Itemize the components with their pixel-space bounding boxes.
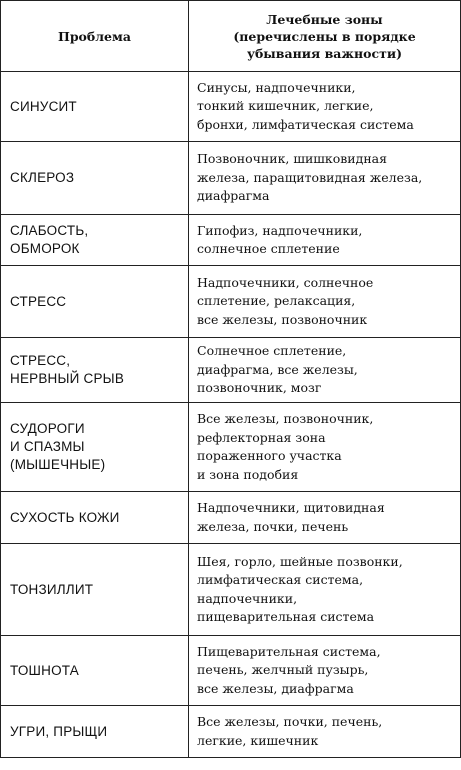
- problem-cell: [1, 215, 189, 266]
- zones-text: бронхи, лимфатическая система: [197, 116, 414, 132]
- zones-text: печень, желчный пузырь,: [197, 662, 369, 678]
- zones-cell: [189, 492, 461, 544]
- problem-text: И СПАЗМЫ: [10, 439, 85, 454]
- table-row: [1, 403, 461, 492]
- zones-cell: [189, 338, 461, 403]
- table-row: [1, 215, 461, 266]
- zones-text: легкие, кишечник: [197, 732, 319, 748]
- zones-text: железа, паращитовидная железа,: [197, 169, 423, 185]
- zones-text: Пищеварительная система,: [197, 643, 381, 659]
- zones-cell: [189, 215, 461, 266]
- table-row: [1, 72, 461, 142]
- problem-text: СУДОРОГИ: [10, 421, 85, 436]
- problem-text: СИНУСИТ: [10, 98, 77, 114]
- zones-text: Надпочечники, солнечное: [197, 274, 374, 290]
- header-problem: [1, 1, 189, 72]
- table-row: [1, 338, 461, 403]
- zones-text: позвоночник, мозг: [197, 380, 322, 396]
- zones-text: пораженного участка: [197, 448, 342, 463]
- header-zones-line: Лечебные зоны: [266, 11, 383, 27]
- problem-cell: [1, 338, 189, 403]
- zones-text: диафрагма: [197, 188, 270, 204]
- zones-cell: [189, 636, 461, 706]
- zones-text: Синусы, надпочечники,: [197, 79, 356, 95]
- zones-text: солнечное сплетение: [197, 241, 340, 256]
- problem-text: НЕРВНЫЙ СРЫВ: [10, 371, 125, 386]
- table-row: [1, 266, 461, 338]
- problem-cell: [1, 142, 189, 215]
- table-row: [1, 492, 461, 544]
- problem-cell: [1, 72, 189, 142]
- problem-text: УГРИ, ПРЫЩИ: [10, 723, 108, 739]
- problem-text: СЛАБОСТЬ,: [10, 223, 89, 238]
- header-zones-line: убывания важности): [246, 45, 403, 61]
- problem-cell: [1, 492, 189, 544]
- problem-text: СУХОСТЬ КОЖИ: [10, 509, 120, 525]
- zones-text: сплетение, релаксация,: [197, 293, 356, 309]
- table-row: [1, 544, 461, 636]
- problem-cell: [1, 636, 189, 706]
- zones-cell: [189, 706, 461, 758]
- zones-text: Гипофиз, надпочечники,: [197, 222, 363, 238]
- zones-text: все железы, диафрагма: [197, 680, 354, 696]
- problem-text: ТОШНОТА: [10, 662, 79, 678]
- zones-text: и зона подобия: [197, 466, 299, 482]
- header-zones-line: (перечислены в порядке: [233, 28, 416, 44]
- zones-cell: [189, 266, 461, 338]
- problem-text: СКЛЕРОЗ: [10, 170, 75, 185]
- zones-text: пищеварительная система: [197, 609, 375, 624]
- zones-text: Надпочечники, щитовидная: [197, 500, 385, 515]
- problem-cell: [1, 544, 189, 636]
- problem-text: СТРЕСС: [10, 293, 67, 309]
- zones-text: Все железы, почки, печень,: [197, 714, 383, 729]
- problem-cell: [1, 706, 189, 758]
- problem-text: ОБМОРОК: [10, 241, 80, 256]
- zones-text: лимфатическая система,: [197, 572, 364, 587]
- header-row: [1, 1, 461, 72]
- zones-text: надпочечники,: [197, 590, 298, 606]
- table-row: [1, 142, 461, 215]
- problem-cell: [1, 403, 189, 492]
- zones-text: Позвоночник, шишковидная: [197, 151, 387, 167]
- zones-text: диафрагма, все железы,: [197, 361, 358, 377]
- zones-cell: [189, 142, 461, 215]
- header-problem-label: Проблема: [58, 28, 131, 44]
- table-row: [1, 706, 461, 758]
- zones-text: Все железы, позвоночник,: [197, 411, 374, 426]
- zones-text: Солнечное сплетение,: [197, 343, 347, 359]
- zones-text: Шея, горло, шейные позвонки,: [197, 553, 403, 569]
- header-zones: [189, 1, 461, 72]
- zones-text: тонкий кишечник, легкие,: [197, 98, 374, 114]
- problem-text: (МЫШЕЧНЫЕ): [10, 457, 106, 472]
- zones-text: железа, почки, печень: [197, 518, 349, 534]
- zones-cell: [189, 544, 461, 636]
- zones-cell: [189, 72, 461, 142]
- zones-text: все железы, позвоночник: [197, 311, 368, 327]
- table-row: [1, 636, 461, 706]
- problem-text: СТРЕСС,: [10, 353, 71, 368]
- problem-text: ТОНЗИЛЛИТ: [10, 581, 94, 597]
- problem-cell: [1, 266, 189, 338]
- zones-text: рефлекторная зона: [197, 429, 326, 445]
- zones-cell: [189, 403, 461, 492]
